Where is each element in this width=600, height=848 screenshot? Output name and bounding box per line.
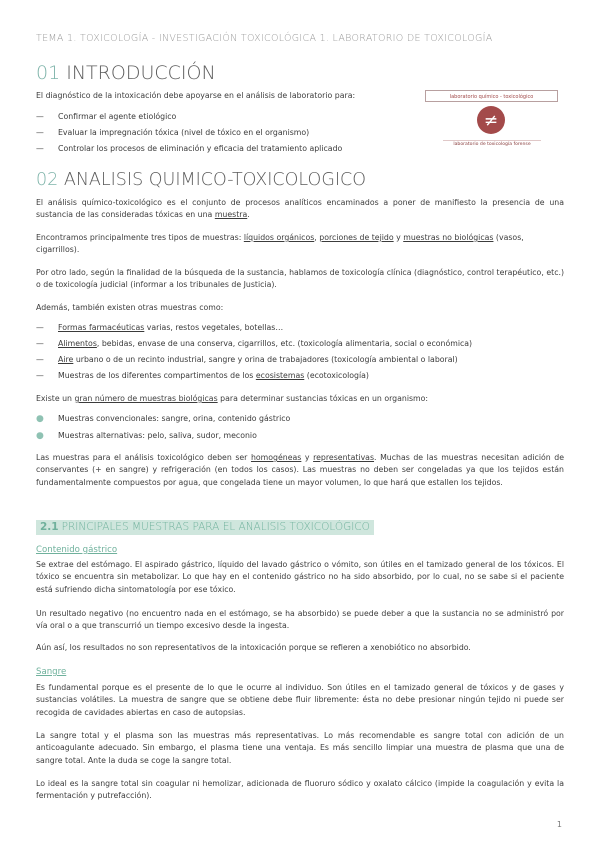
running-header: TEMA 1. TOXICOLOGÍA - INVESTIGACIÓN TOXICOLÓGICA 1. LABORATORIO DE TOXICOLOGÍA (36, 33, 493, 44)
gastric-paragraph-3: Aún así, los resultados no son representativos de la intoxicación porque se refieren a xenobiótico no absorbido. (36, 643, 471, 652)
gastric-paragraph-2: Un resultado negativo (no encuentro nada en el estómago, se ha absorbido) se puede deber a que la sustancia no se administró por vía oral o a que transcurrió un tiempo excesivo desde la ingesta. (36, 609, 564, 631)
section-2-title: ANALISIS QUIMICO-TOXICOLOGICO (63, 170, 367, 190)
dash-marker: — (36, 339, 44, 348)
lab-logo-image (425, 90, 558, 155)
blood-paragraph-3: Lo ideal es la sangre total sin coagular ni hemolizar, adicionada de fluoruro sódico y oxalato cálcico (impide la coagulación y evita la fermentación y putrefacción). (36, 779, 564, 801)
intro-list-item: — Evaluar la impregnación tóxica (nivel de tóxico en el organismo) (36, 128, 310, 137)
blood-paragraph-1: Es fundamental porque es el presente de lo que le ocurre al individuo. Son útiles en el tamizado general de tóxicos y de gases y sustancias volátiles. La muestra de sangre que se obtiene debe fluir libremente: ésta no debe presionar ningún tejido ni puede ser recogida de cavidades abiertas en caso de autopsias. (36, 683, 564, 717)
dash-marker: — (36, 128, 44, 137)
section-2-paragraph-2: Encontramos principalmente tres tipos de muestras: líquidos orgánicos, porciones de tejido y muestras no biológicas (vasos, cigarrillos). (36, 233, 524, 255)
bullet-dot-icon: ● (36, 414, 44, 424)
section-2-paragraph-5: Existe un gran número de muestras biológicas para determinar sustancias tóxicas en un organismo: (36, 394, 429, 403)
dash-marker: — (36, 355, 44, 364)
logo-symbol: ≠ (483, 111, 499, 131)
other-samples-item: — Aire urbano o de un recinto industrial, sangre y orina de trabajadores (toxicología ambiental o laboral) (36, 355, 458, 364)
dash-marker: — (36, 144, 44, 153)
section-1-title: INTRODUCCIÓN (66, 62, 216, 84)
section-2-number: 02 (36, 170, 59, 190)
blood-paragraph-2: La sangre total y el plasma son las muestras más representativas. Lo más recomendable es sangre total con adición de un anticoagulante adecuado. Sin embargo, el plasma tiene una ventaja. Es más sencillo limpiar una muestra de plasma que una de sangre total. Ante la duda se coge la sangre total. (36, 731, 564, 765)
section-1-number: 01 (36, 62, 61, 84)
biological-sample-item: ● Muestras convencionales: sangre, orina, contenido gástrico (36, 414, 291, 424)
dash-marker: — (36, 371, 44, 380)
dash-marker: — (36, 112, 44, 121)
section-2-heading (36, 170, 366, 190)
gastric-paragraph-1: Se extrae del estómago. El aspirado gástrico, líquido del lavado gástrico o vómito, son útiles en el tamizado general de los tóxicos. El tóxico se encuentra sin metabolizar. Lo que hay en el contenido gástrico no ha sido absorbido, por lo cual, no se sabe si el paciente está sufriendo dicha sintomatología por ese tóxico. (36, 560, 564, 594)
dash-marker: — (36, 323, 44, 332)
other-samples-item: — Formas farmacéuticas varias, restos vegetales, botellas… (36, 323, 284, 332)
page-number: 1 (556, 820, 562, 829)
logo-emblem-icon (476, 105, 506, 135)
other-samples-item: — Muestras de los diferentes compartimentos de los ecosistemas (ecotoxicología) (36, 371, 369, 380)
section-2-paragraph-6: Las muestras para el análisis toxicológico deben ser homogéneas y representativas. Muchas de las muestras necesitan adición de conservantes (+ en sangre) y refrigeración (en todos los casos). Las muestras no deben ser congeladas ya que los tejidos están fundamentalmente compuestos por agua, que congelada tiene un mayor volumen, lo que hará que estallen los tejidos. (36, 453, 565, 487)
logo-banner: laboratorio químico - toxicológico (425, 90, 558, 102)
bullet-dot-icon: ● (36, 431, 44, 441)
subsection-2-1-heading: 2.1 PRINCIPALES MUESTRAS PARA EL ANALISIS TOXICOLÓGICO (36, 520, 374, 535)
other-samples-item: — Alimentos, bebidas, envase de una conserva, cigarrillos, etc. (toxicología alimentaria, social o económica) (36, 339, 473, 348)
intro-list-item: — Confirmar el agente etiológico (36, 112, 177, 121)
section-2-paragraph-4: Además, también existen otras muestras como: (36, 303, 224, 312)
logo-caption: laboratorio de toxicología forense (443, 140, 541, 149)
section-2-paragraph-1: El análisis químico-toxicológico es el conjunto de procesos analíticos encaminados a poner de manifiesto la presencia de una sustancia de las consideradas tóxicas en una muestra. (36, 198, 564, 220)
biological-sample-item: ● Muestras alternativas: pelo, saliva, sudor, meconio (36, 431, 257, 441)
section-1-heading (36, 62, 216, 84)
intro-paragraph: El diagnóstico de la intoxicación debe apoyarse en el análisis de laboratorio para: (36, 91, 356, 100)
intro-list-item: — Controlar los procesos de eliminación y eficacia del tratamiento aplicado (36, 144, 343, 153)
gastric-content-heading: Contenido gástrico (36, 545, 118, 555)
section-2-paragraph-3: Por otro lado, según la finalidad de la búsqueda de la sustancia, hablamos de toxicología clínica (diagnóstico, control terapéutico, etc.) o de toxicología judicial (informar a los tribunales de Justicia). (36, 268, 564, 290)
blood-heading: Sangre (36, 667, 67, 677)
